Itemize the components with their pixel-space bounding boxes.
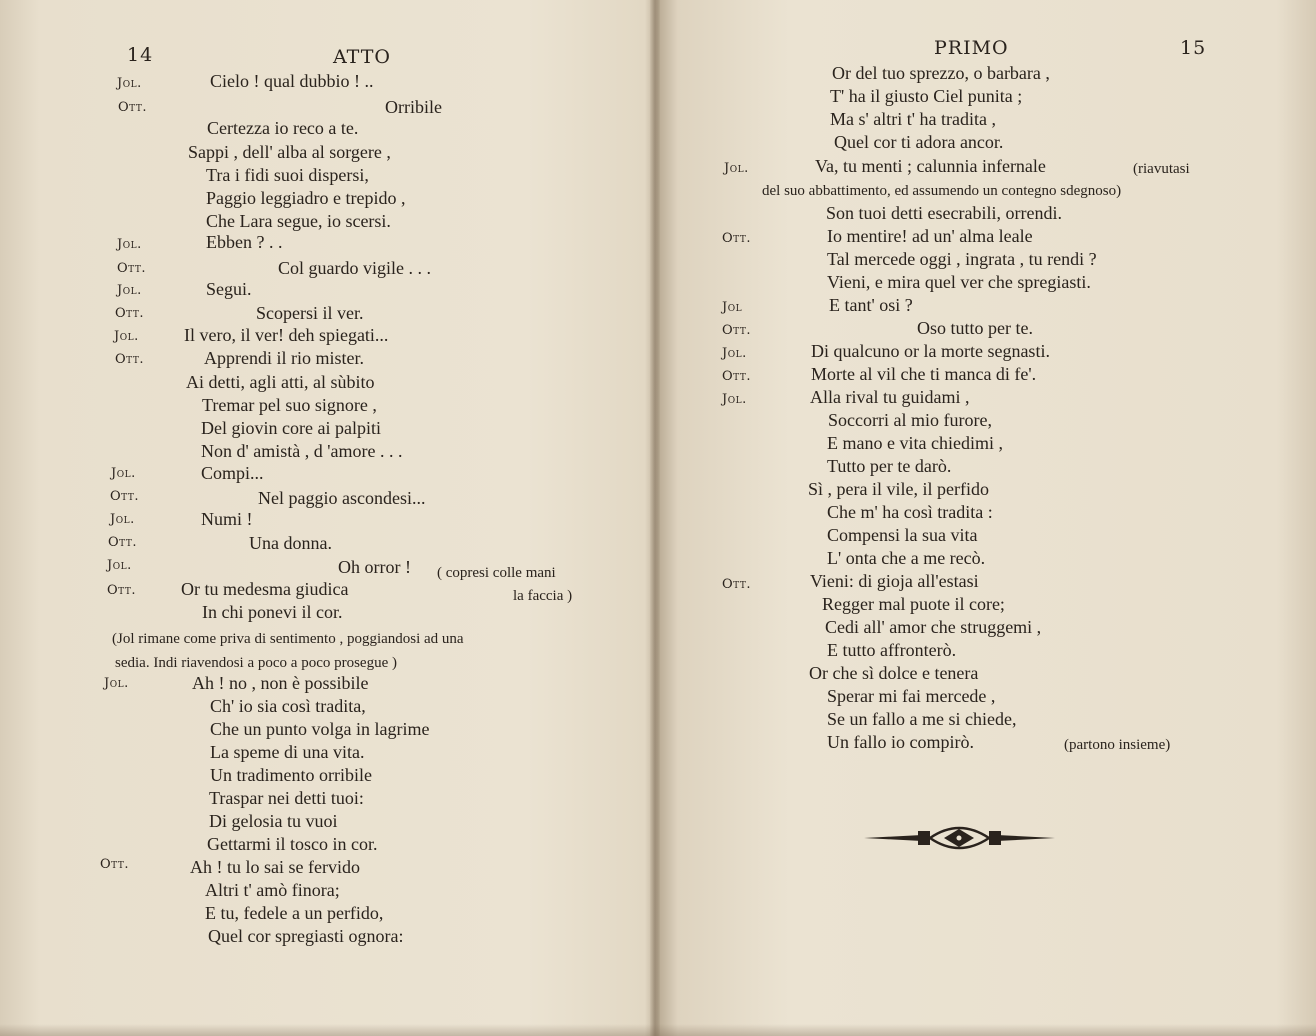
line-text: Col guardo vigile . . . (278, 258, 431, 278)
script-line (206, 278, 252, 300)
script-line (826, 202, 1062, 224)
script-line (811, 363, 1036, 385)
script-line (827, 547, 985, 569)
ornament-left-bar (864, 835, 922, 841)
direction-text: del suo abbattimento, ed assumendo un contegno sdegnoso) (762, 183, 1122, 199)
line-text: Tutto per te darò. (827, 456, 952, 476)
speaker-label: Jol. (117, 76, 142, 91)
speaker-label: Ott. (115, 352, 144, 367)
speaker-label: Ott. (100, 857, 129, 872)
line-text: Or del tuo sprezzo, o barbara , (832, 63, 1050, 83)
script-line (201, 508, 253, 530)
script-line (210, 764, 372, 786)
line-text: Non d' amistà , d 'amore . . . (201, 441, 403, 461)
script-line (206, 231, 282, 253)
ornament-right-bar (997, 835, 1055, 841)
script-line (209, 787, 364, 809)
script-line (104, 670, 129, 695)
speaker-label: Ott. (108, 535, 137, 550)
speaker-label: Ott. (115, 306, 144, 321)
line-text: Traspar nei detti tuoi: (209, 788, 364, 808)
script-line (827, 455, 951, 477)
line-text: E mano e vita chiedimi , (827, 433, 1003, 453)
script-line (110, 506, 135, 531)
stage-direction (762, 180, 1121, 202)
script-line (210, 70, 373, 92)
line-text: Morte al vil che ti manca di fe'. (811, 364, 1037, 384)
line-text: Compi... (201, 463, 264, 483)
script-line (825, 616, 1041, 638)
line-text: Alla rival tu guidami , (810, 387, 970, 407)
script-line (206, 210, 391, 232)
line-text: Ma s' altri t' ha tradita , (830, 109, 996, 129)
line-text: Che Lara segue, io scersi. (206, 211, 391, 231)
script-line (829, 294, 913, 316)
script-line (830, 85, 1022, 107)
script-line (107, 552, 132, 577)
speaker-label: Ott. (118, 100, 147, 115)
script-line (118, 94, 147, 119)
line-text: Vieni: di gioja all'estasi (810, 571, 979, 591)
line-text: Soccorri al mio furore, (828, 410, 992, 430)
line-text: T' ha il giusto Ciel punita ; (830, 86, 1023, 106)
script-line (201, 462, 264, 484)
script-line (190, 856, 360, 878)
script-line (117, 277, 142, 302)
line-text: Oh orror ! (338, 557, 411, 577)
script-line (827, 639, 956, 661)
speaker-label: Ott. (110, 489, 139, 504)
script-line (810, 570, 979, 592)
script-line (278, 257, 431, 279)
speaker-label: Ott. (117, 261, 146, 276)
script-line (186, 371, 374, 393)
script-line (722, 294, 742, 319)
script-line (338, 556, 411, 578)
script-line (722, 571, 751, 596)
direction-text: (partono insieme) (1064, 737, 1171, 753)
line-text: Ah ! no , non è possibile (192, 673, 369, 693)
line-text: Sì , pera il vile, il perfido (808, 479, 989, 499)
script-line (809, 662, 978, 684)
direction-text: ( copresi colle mani (437, 565, 556, 581)
line-text: Una donna. (249, 533, 332, 553)
speaker-label: Jol. (114, 329, 139, 344)
script-line (827, 432, 1003, 454)
speaker-label: Jol (722, 300, 743, 315)
script-line (100, 851, 129, 876)
script-line (249, 532, 332, 554)
line-text: Cedi all' amor che struggemi , (825, 617, 1042, 637)
left-page (0, 0, 655, 1036)
line-text: Oso tutto per te. (917, 318, 1033, 338)
script-line (111, 460, 136, 485)
script-line (209, 810, 338, 832)
script-line (192, 672, 368, 694)
line-text: Compensi la sua vita (827, 525, 978, 545)
line-text: Regger mal puote il core; (822, 594, 1005, 614)
script-line (202, 394, 377, 416)
line-text: E tutto affronterò. (827, 640, 957, 660)
script-line (181, 578, 348, 600)
script-line (207, 833, 377, 855)
script-line (822, 593, 1005, 615)
line-text: Se un fallo a me si chiede, (827, 709, 1017, 729)
line-text: Or tu medesma giudica (181, 579, 349, 599)
script-line (210, 695, 366, 717)
speaker-label: Ott. (722, 577, 751, 592)
speaker-label: Jol. (104, 676, 129, 691)
line-text: Orribile (385, 97, 442, 117)
line-text: Quel cor spregiasti ognora: (208, 926, 404, 946)
line-text: In chi ponevi il cor. (202, 602, 343, 622)
line-text: Son tuoi detti esecrabili, orrendi. (826, 203, 1062, 223)
script-line (827, 271, 1091, 293)
line-text: Tal mercede oggi , ingrata , tu rendi ? (827, 249, 1097, 269)
script-line (202, 601, 342, 623)
running-header-right: PRIMO (934, 37, 1009, 59)
page-number-right: 15 (1180, 37, 1207, 59)
script-line (810, 386, 969, 408)
line-text: Ch' io sia così tradita, (210, 696, 366, 716)
script-line (917, 317, 1033, 339)
script-line (827, 685, 995, 707)
speaker-label: Ott. (107, 583, 136, 598)
ornament-center-dot (957, 836, 962, 841)
direction-text: (Jol rimane come priva di sentimento , poggiandosi ad una (112, 631, 464, 647)
line-text: Vieni, e mira quel ver che spregiasti. (827, 272, 1091, 292)
script-line (201, 417, 381, 439)
script-line (208, 925, 403, 947)
speaker-label: Ott. (722, 323, 751, 338)
line-text: Ai detti, agli atti, al sùbito (186, 372, 375, 392)
script-line (206, 187, 405, 209)
speaker-label: Jol. (117, 237, 142, 252)
line-text: Sperar mi fai mercede , (827, 686, 996, 706)
direction-text: (riavutasi (1133, 161, 1190, 177)
line-text: Che un punto volga in lagrime (210, 719, 430, 739)
script-line (832, 62, 1050, 84)
script-line (210, 741, 364, 763)
script-line (256, 302, 363, 324)
page-number-left: 14 (127, 44, 154, 66)
line-text: E tu, fedele a un perfido, (205, 903, 384, 923)
script-line (722, 386, 747, 411)
line-text: Cielo ! qual dubbio ! .. (210, 71, 374, 91)
stage-direction (437, 562, 556, 584)
stage-direction (513, 585, 572, 607)
speaker-label: Jol. (722, 392, 747, 407)
script-line (206, 164, 369, 186)
script-line (108, 529, 137, 554)
script-line (722, 363, 751, 388)
line-text: Numi ! (201, 509, 253, 529)
script-line (827, 248, 1097, 270)
script-line (201, 440, 402, 462)
running-header-left: ATTO (333, 46, 391, 68)
script-line (205, 879, 340, 901)
line-text: L' onta che a me recò. (827, 548, 986, 568)
line-text: E tant' osi ? (829, 295, 913, 315)
speaker-label: Ott. (722, 369, 751, 384)
script-line (827, 524, 977, 546)
script-line (827, 708, 1016, 730)
script-line (828, 409, 992, 431)
speaker-label: Jol. (117, 283, 142, 298)
line-text: Il vero, il ver! deh spiegati... (184, 325, 389, 345)
stage-direction (112, 628, 464, 650)
script-line (110, 483, 139, 508)
script-line (207, 117, 358, 139)
script-line (834, 131, 1003, 153)
script-line (115, 346, 144, 371)
stage-direction (115, 652, 397, 674)
line-text: Di gelosia tu vuoi (209, 811, 338, 831)
line-text: Paggio leggiadro e trepido , (206, 188, 406, 208)
line-text: Apprendi il rio mister. (204, 348, 364, 368)
line-text: Del giovin core ai palpiti (201, 418, 381, 438)
line-text: Altri t' amò finora; (205, 880, 340, 900)
script-line (117, 231, 142, 256)
line-text: Sappi , dell' alba al sorgere , (188, 142, 391, 162)
script-line (827, 225, 1033, 247)
line-text: Che m' ha così tradita : (827, 502, 993, 522)
script-line (722, 340, 747, 365)
line-text: Scopersi il ver. (256, 303, 364, 323)
line-text: Segui. (206, 279, 252, 299)
script-line (830, 108, 996, 130)
line-text: Tremar pel suo signore , (202, 395, 377, 415)
speaker-label: Ott. (722, 231, 751, 246)
speaker-label: Jol. (107, 558, 132, 573)
script-line (205, 902, 383, 924)
script-line (107, 577, 136, 602)
direction-text: la faccia ) (513, 588, 573, 604)
script-line (258, 487, 425, 509)
speaker-label: Jol. (111, 466, 136, 481)
script-line (722, 317, 751, 342)
script-line (385, 96, 442, 118)
line-text: Ah ! tu lo sai se fervido (190, 857, 360, 877)
stage-direction (1133, 158, 1190, 180)
speaker-label: Jol. (110, 512, 135, 527)
line-text: La speme di una vita. (210, 742, 365, 762)
line-text: Nel paggio ascondesi... (258, 488, 426, 508)
direction-text: sedia. Indi riavendosi a poco a poco prosegue ) (115, 655, 397, 671)
script-line (827, 731, 974, 753)
line-text: Io mentire! ad un' alma leale (827, 226, 1033, 246)
line-text: Un tradimento orribile (210, 765, 372, 785)
line-text: Tra i fidi suoi dispersi, (206, 165, 369, 185)
script-line (811, 340, 1050, 362)
script-line (188, 141, 391, 163)
speaker-label: Jol. (724, 161, 749, 176)
line-text: Quel cor ti adora ancor. (834, 132, 1004, 152)
line-text: Or che sì dolce e tenera (809, 663, 979, 683)
script-line (115, 300, 144, 325)
line-text: Di qualcuno or la morte segnasti. (811, 341, 1050, 361)
page-bottom-edge (0, 1024, 1316, 1036)
speaker-label: Jol. (722, 346, 747, 361)
script-line (204, 347, 364, 369)
script-line (808, 478, 989, 500)
line-text: Ebben ? . . (206, 232, 283, 252)
script-line (117, 70, 142, 95)
script-line (210, 718, 429, 740)
script-line (827, 501, 993, 523)
line-text: Un fallo io compirò. (827, 732, 974, 752)
script-line (184, 324, 388, 346)
stage-direction (1064, 734, 1170, 756)
line-text: Certezza io reco a te. (207, 118, 359, 138)
script-line (724, 155, 749, 180)
line-text: Gettarmi il tosco in cor. (207, 834, 378, 854)
line-text: Va, tu menti ; calunnia infernale (815, 156, 1046, 176)
script-line (114, 323, 139, 348)
script-line (722, 225, 751, 250)
ornament-divider-icon (862, 820, 1057, 856)
script-line (815, 155, 1046, 177)
